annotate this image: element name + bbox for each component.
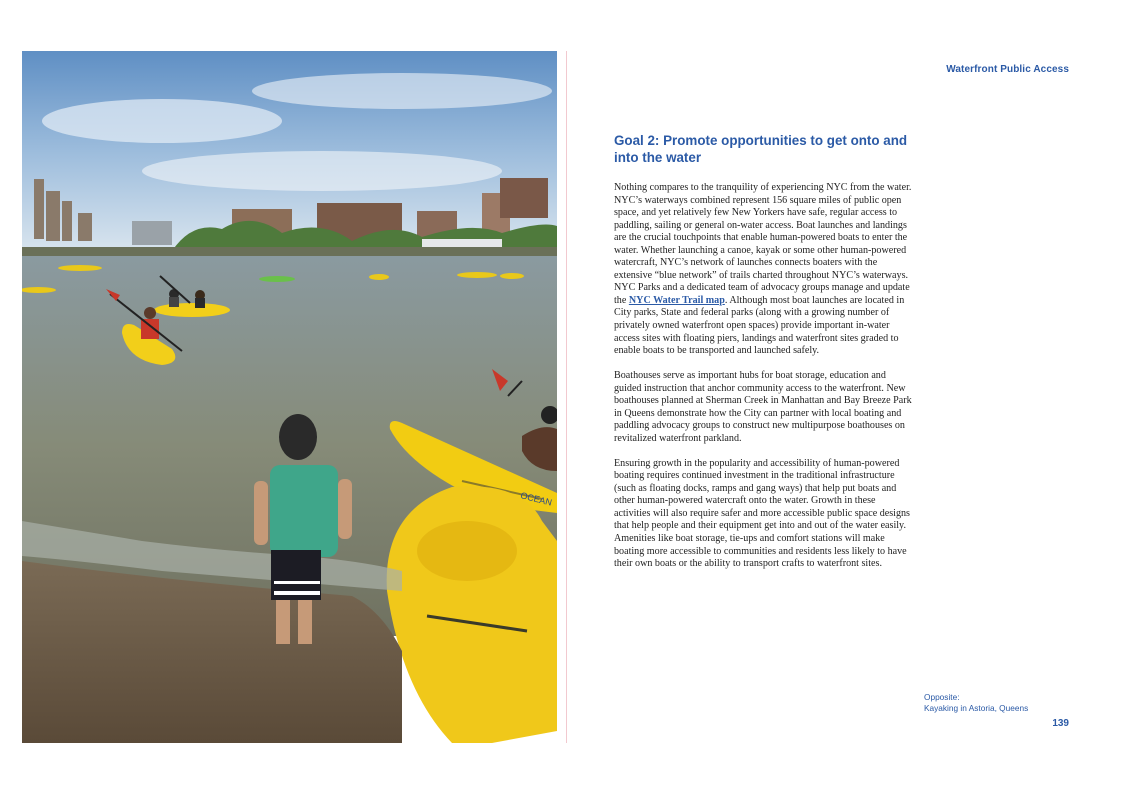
cloud (142, 151, 502, 191)
nyc-water-trail-map-link[interactable]: NYC Water Trail map (628, 294, 725, 306)
paragraph-1-continued: . Although most boat launches are located in City parks, State and federal parks (along with a growing number of privately owned waterfront open spaces) provide important in-water access sites with floating piers, landings and waterfront sites graded to enable boats to be transported and launched safely. (614, 294, 905, 357)
kayak-mid (154, 303, 230, 317)
page-number: 139 (1052, 718, 1069, 729)
photo-caption (924, 692, 1028, 713)
paragraph-3: Ensuring growth in the popularity and accessibility of human-powered boating requires continued investment in the traditional infrastructure (such as floating docks, ramps and gang ways) that help put boats and other human-powered watercraft onto the water. Growth in these activities will also require safer and more accessible public space designs that help people and their equipment get into and out of the water easily. Amenities like boat storage, tie-ups and comfort stations will make boating more accessible to communities and residents less likely to have their own boats or the ability to transport crafts to waterfront sites. (614, 457, 910, 570)
paragraph-1-text: Nothing compares to the tranquility of experiencing NYC from the water. NYC’s waterways combined represent 156 square miles of public open space, and yet relatively few New Yorkers have safe, regular access to paddling, sailing or general on-water access. Boat launches and landings are the crucial touchpoints that enable human-powered boats to enter the water. Whether launching a canoe, kayak or some other human-powered watercraft, NYC’s network of launches connects boaters with the extensive “blue network” of trails charted throughout NYC’s waterways. NYC Parks and a dedicated team of advocacy groups manage and update the (614, 182, 912, 306)
kayak-brand-label: OCEAN (519, 490, 553, 508)
caption-text: Kayaking in Astoria, Queens (924, 702, 1029, 713)
section-title: Waterfront Public Access (946, 64, 1069, 75)
cloud (252, 73, 552, 109)
paragraph-1 (614, 182, 912, 358)
cloud (42, 99, 282, 143)
kayaking-photo (22, 51, 557, 743)
page-divider (566, 51, 567, 743)
paragraph-2: Boathouses serve as important hubs for boat storage, education and guided instruction that anchor community access to the waterfront. New boathouses planned at Sherman Creek in Manhattan and Bay Breeze Park in Queens demonstrate how the City can partner with local boating and paddling advocacy groups to construct new multipurpose boathouses on revitalized waterfront parkland. (614, 370, 912, 444)
article-body (614, 182, 912, 583)
goal-heading: Goal 2: Promote opportunities to get onto and into the water (614, 133, 908, 165)
caption-label: Opposite: (924, 692, 960, 702)
